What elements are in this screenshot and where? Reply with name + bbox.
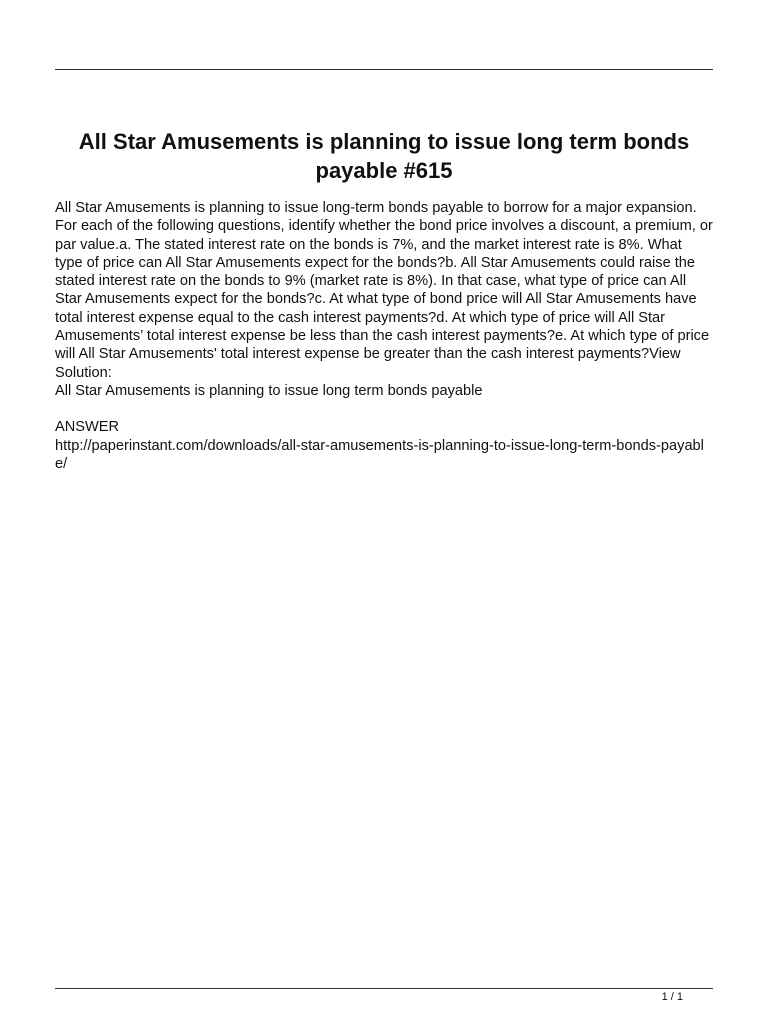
page-number: 1 / 1 — [661, 991, 683, 1003]
solution-title: All Star Amusements is planning to issue long term bonds payable — [55, 382, 483, 399]
answer-link[interactable]: http://paperinstant.com/downloads/all-star-amusements-is-planning-to-issue-long-term-bonds-payable/ — [55, 437, 704, 472]
footer-divider — [55, 988, 713, 989]
header-divider — [55, 69, 713, 70]
answer-link-container — [55, 437, 713, 474]
document-body — [55, 199, 713, 473]
answer-label: ANSWER — [55, 419, 120, 436]
document-title: All Star Amusements is planning to issue long term bonds payable #615 — [78, 129, 690, 183]
question-text: All Star Amusements is planning to issue long-term bonds payable to borrow for a major expansion. For each of the following questions, identify whether the bond price involves a discount, a premium, or par value.a. The stated interest rate on the bonds is 7%, and the market interest rate is 8%. What type of price can All Star Amusements expect for the bonds?b. All Star Amusements could raise the stated interest rate on the bonds to 9% (market rate is 8%). In that case, what type of price can All Star Amusements expect for the bonds?c. At what type of bond price will All Star Amusements have total interest expense equal to the cash interest payments?d. At which type of price will All Star Amusements’ total interest expense be less than the cash interest payments?e. At which type of price will All Star Amusements' total interest expense be greater than the cash interest payments?View Solution: — [55, 200, 713, 381]
